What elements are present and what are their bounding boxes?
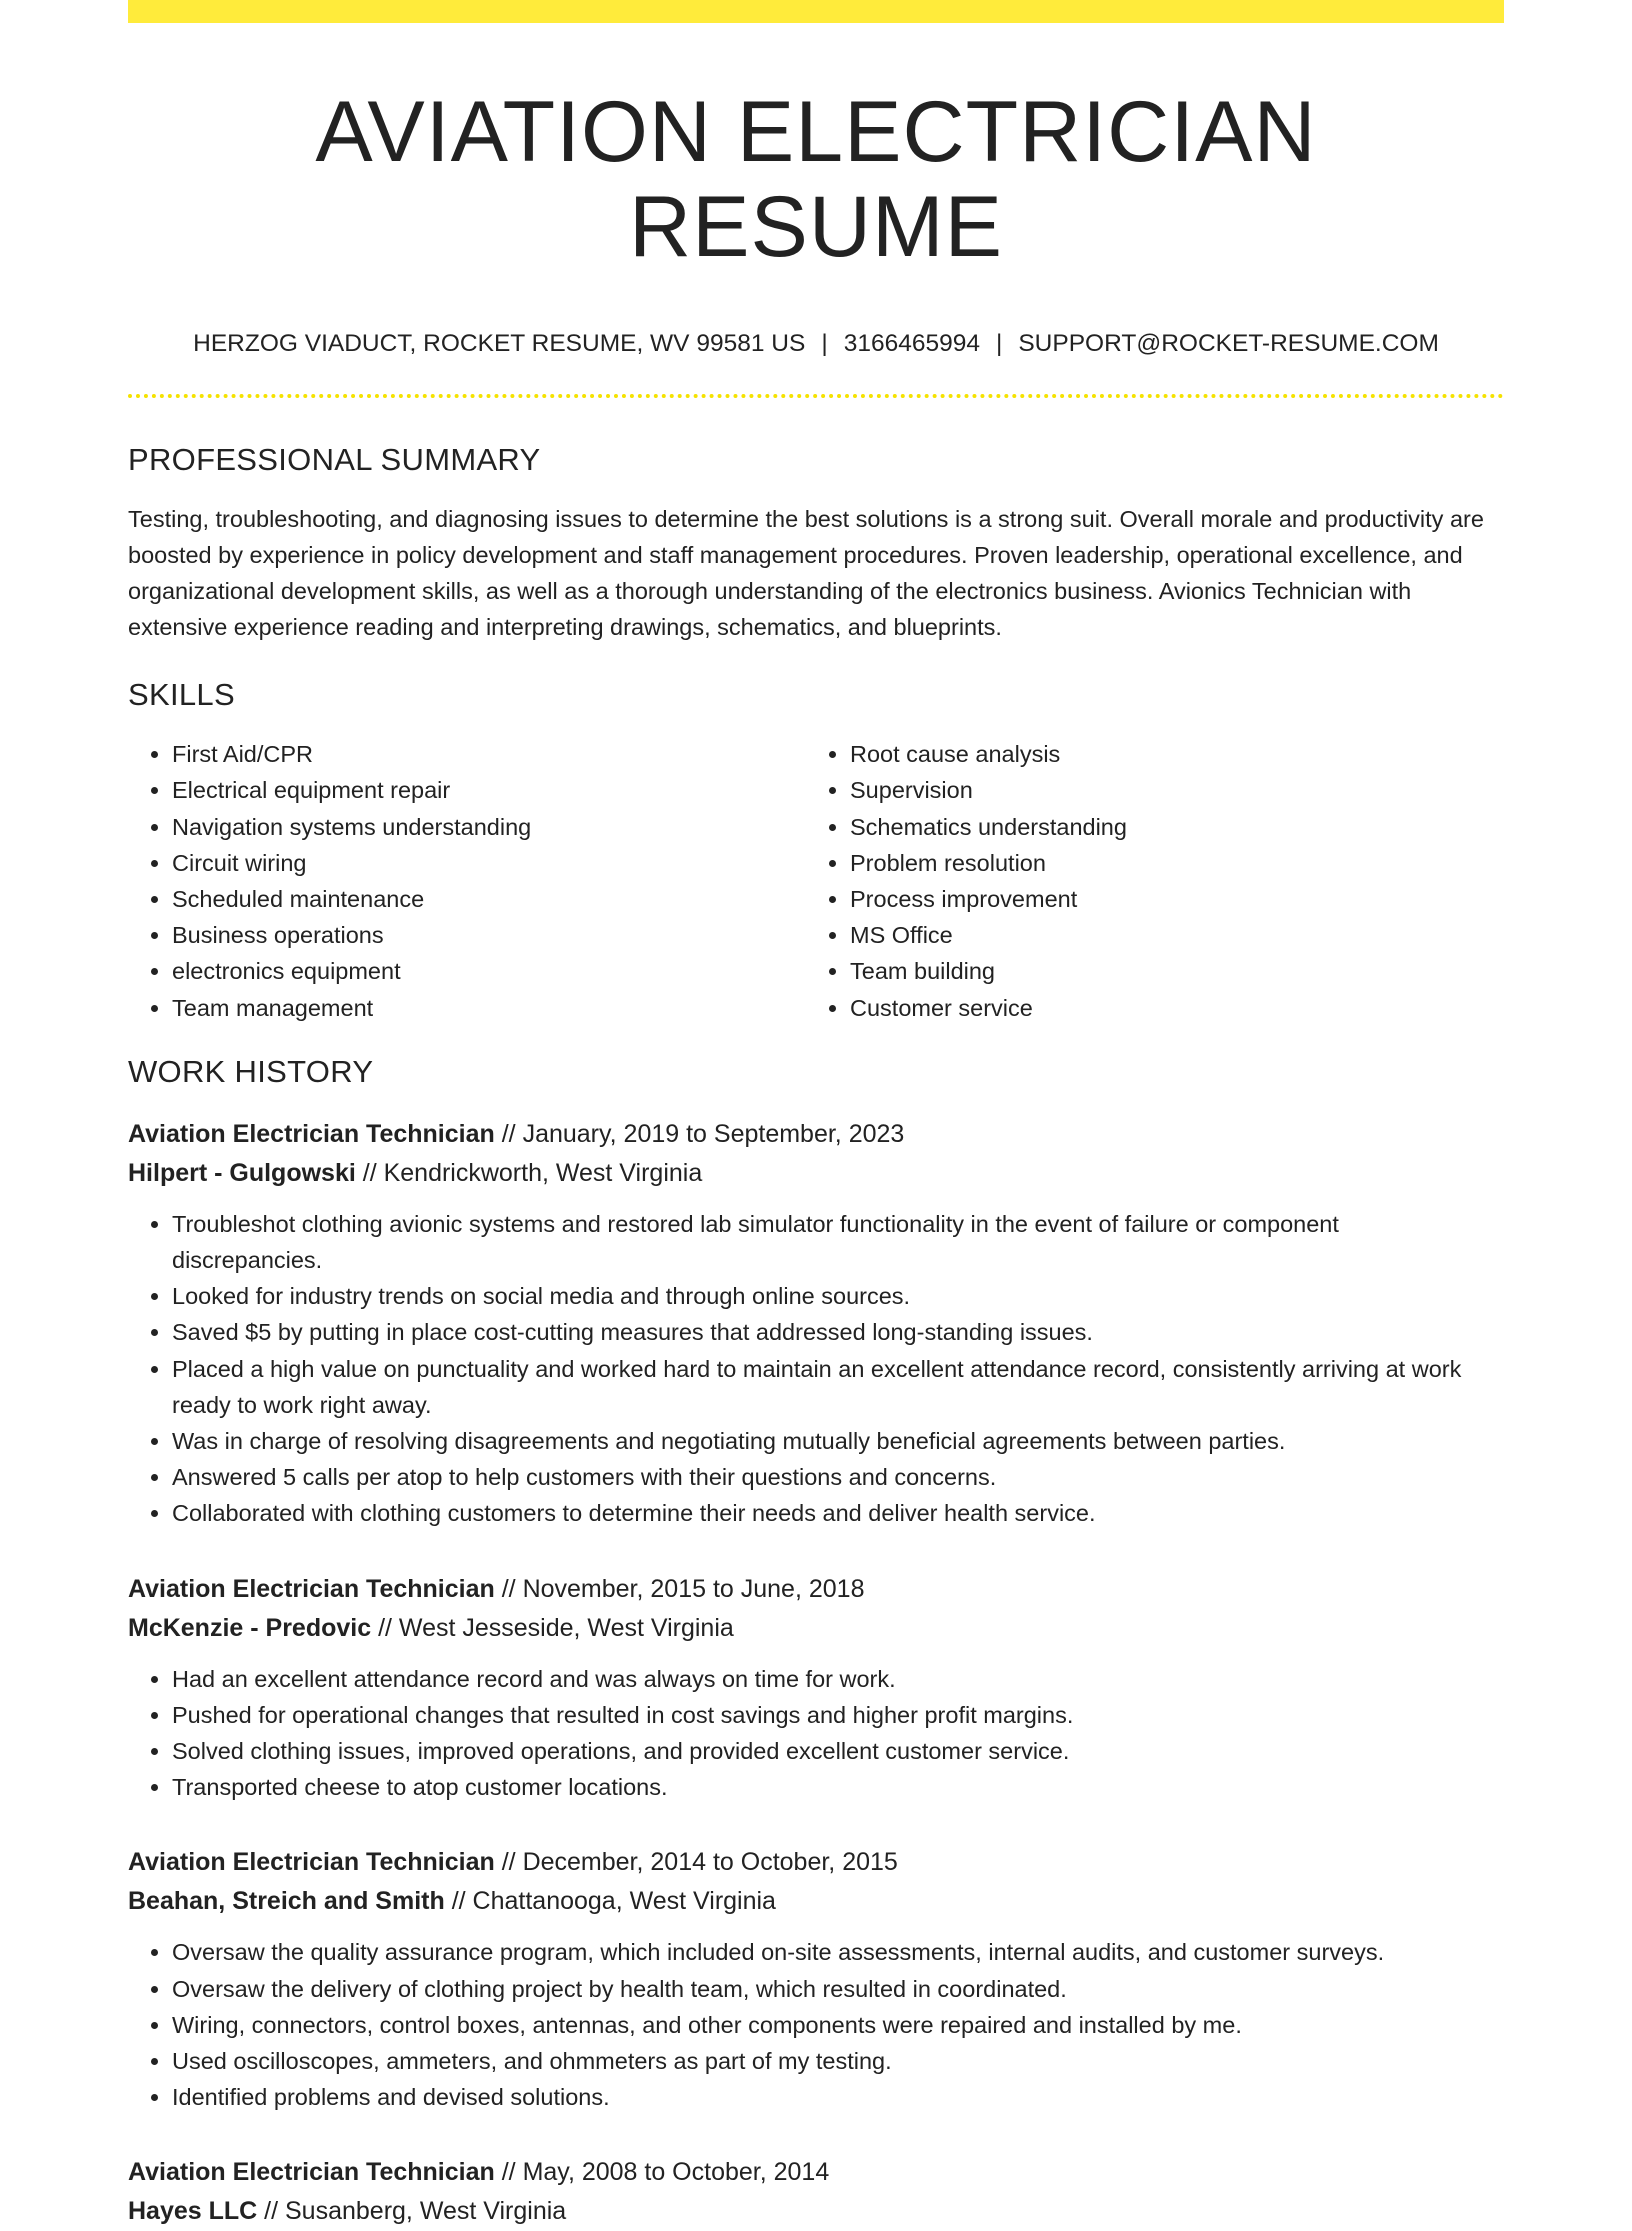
skill-item: • Scheduled maintenance	[172, 881, 806, 917]
job-role: Aviation Electrician Technician	[128, 1848, 495, 1877]
resume-page	[128, 0, 1504, 2231]
summary-text: Testing, troubleshooting, and diagnosing issues to determine the best solutions is a strong suit. Overall morale and productivity are boosted by experience in policy development and staff management procedures. Proven leadership, operational excellence, and organizational development skills, as well as a thorough understanding of the electronics business. Avionics Technician with extensive experience reading and interpreting drawings, schematics, and blueprints.	[128, 506, 1484, 641]
job-bullets	[128, 1661, 1504, 1806]
skill-item: • Navigation systems understanding	[172, 809, 806, 845]
job-entry	[128, 1115, 1504, 1532]
job-title-line	[128, 1570, 1504, 1609]
job-company: Hayes LLC	[128, 2197, 258, 2226]
job-role: Aviation Electrician Technician	[128, 1574, 495, 1603]
job-location: // West Jesseside, West Virginia	[371, 1613, 734, 1642]
job-location: // Chattanooga, West Virginia	[444, 1887, 776, 1916]
job-bullet: • Identified problems and devised solutions.	[172, 2079, 1504, 2115]
job-bullet: • Pushed for operational changes that resulted in cost savings and higher profit margins.	[172, 1697, 1504, 1733]
job-bullet: • Used oscilloscopes, ammeters, and ohmmeters as part of my testing.	[172, 2043, 1504, 2079]
skill-item: • Process improvement	[850, 881, 1484, 917]
job-entry	[128, 2153, 1504, 2231]
job-dates: // January, 2019 to September, 2023	[494, 1119, 905, 1148]
skill-item: • MS Office	[850, 917, 1484, 953]
skill-item: • Customer service	[850, 990, 1484, 1026]
job-role: Aviation Electrician Technician	[128, 2158, 495, 2187]
contact-separator: |	[995, 330, 1003, 358]
skill-item: • Team building	[850, 953, 1484, 989]
job-title-line	[128, 2153, 1504, 2192]
dotted-divider	[128, 394, 1504, 398]
skill-item: • Schematics understanding	[850, 809, 1484, 845]
job-bullet: • Oversaw the quality assurance program, which included on-site assessments, internal audits, and customer surveys.	[172, 1934, 1504, 1970]
skills-column-left	[128, 736, 806, 1026]
work-history-heading: WORK HISTORY	[128, 1053, 374, 1089]
job-company-line	[128, 1154, 1504, 1193]
job-bullet: • Wiring, connectors, control boxes, antennas, and other components were repaired and installed by me.	[172, 2007, 1504, 2043]
skills-heading: SKILLS	[128, 677, 235, 713]
skill-item: • Business operations	[172, 917, 806, 953]
top-accent-bar	[128, 0, 1504, 23]
resume-title: AVIATION ELECTRICIAN RESUME	[315, 84, 1317, 275]
skill-item: • Root cause analysis	[850, 736, 1484, 772]
job-title-line	[128, 1843, 1504, 1882]
job-bullet: • Saved $5 by putting in place cost-cutting measures that addressed long-standing issues.	[172, 1314, 1504, 1350]
contact-phone: 3166465994	[843, 330, 980, 358]
skill-item: • Circuit wiring	[172, 845, 806, 881]
job-location: // Kendrickworth, West Virginia	[355, 1158, 703, 1187]
job-company: McKenzie - Predovic	[128, 1613, 372, 1642]
job-bullet: • Oversaw the delivery of clothing project by health team, which resulted in coordinated.	[172, 1971, 1504, 2007]
job-entry	[128, 1843, 1504, 2115]
job-bullet: • Placed a high value on punctuality and worked hard to maintain an excellent attendance record, consistently arriving at work ready to work right away.	[172, 1351, 1504, 1423]
job-bullet: • Was in charge of resolving disagreements and negotiating mutually beneficial agreements between parties.	[172, 1423, 1504, 1459]
job-role: Aviation Electrician Technician	[128, 1119, 495, 1148]
skill-item: • electronics equipment	[172, 953, 806, 989]
contact-line	[128, 330, 1504, 358]
job-company: Hilpert - Gulgowski	[128, 1158, 356, 1187]
job-company-line	[128, 2192, 1504, 2231]
skills-column-right	[806, 736, 1484, 1026]
job-bullet: • Answered 5 calls per atop to help customers with their questions and concerns.	[172, 1459, 1504, 1495]
job-title-line	[128, 1115, 1504, 1154]
job-bullets	[128, 1206, 1504, 1532]
job-bullet: • Collaborated with clothing customers to determine their needs and deliver health service.	[172, 1495, 1504, 1531]
job-company: Beahan, Streich and Smith	[128, 1887, 445, 1916]
job-dates: // December, 2014 to October, 2015	[494, 1848, 898, 1877]
skill-item: • Problem resolution	[850, 845, 1484, 881]
skill-item: • Team management	[172, 990, 806, 1026]
job-bullet: • Troubleshot clothing avionic systems and restored lab simulator functionality in the event of failure or component discrepancies.	[172, 1206, 1504, 1278]
skill-item: • First Aid/CPR	[172, 736, 806, 772]
job-company-line	[128, 1882, 1504, 1921]
contact-separator: |	[821, 330, 828, 358]
job-dates: // November, 2015 to June, 2018	[494, 1574, 865, 1603]
job-company-line	[128, 1609, 1504, 1648]
job-bullet: • Looked for industry trends on social media and through online sources.	[172, 1278, 1504, 1314]
job-bullet: • Had an excellent attendance record and was always on time for work.	[172, 1661, 1504, 1697]
job-bullets	[128, 1934, 1504, 2115]
job-dates: // May, 2008 to October, 2014	[494, 2158, 830, 2187]
job-entry	[128, 1570, 1504, 1806]
skill-item: • Electrical equipment repair	[172, 772, 806, 808]
contact-address: HERZOG VIADUCT, ROCKET RESUME, WV 99581 US	[193, 330, 806, 358]
contact-email: SUPPORT@ROCKET-RESUME.COM	[1018, 330, 1439, 358]
summary-heading: PROFESSIONAL SUMMARY	[128, 442, 541, 478]
job-bullet: • Solved clothing issues, improved operations, and provided excellent customer service.	[172, 1733, 1504, 1769]
job-location: // Susanberg, West Virginia	[257, 2197, 567, 2226]
skill-item: • Supervision	[850, 772, 1484, 808]
skills-grid	[128, 736, 1504, 1026]
job-bullet: • Transported cheese to atop customer locations.	[172, 1769, 1504, 1805]
